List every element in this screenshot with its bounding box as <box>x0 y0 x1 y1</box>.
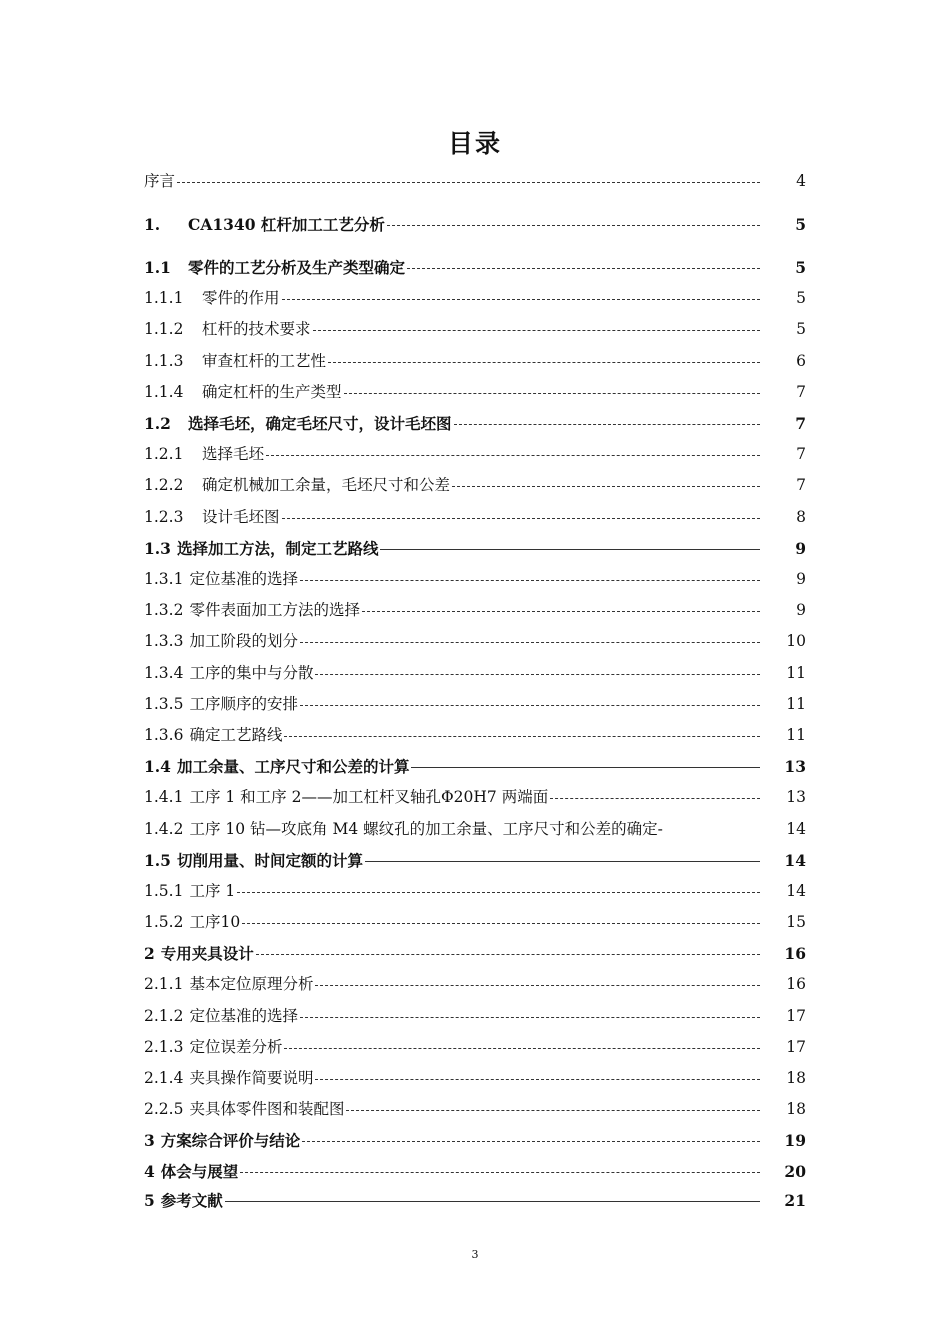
toc-leader-line <box>298 564 762 595</box>
toc-entry[interactable] <box>144 876 806 907</box>
toc-entry-label: CA1340 杠杆加工工艺分析 <box>188 215 385 234</box>
toc-entry-page: 11 <box>786 695 806 713</box>
toc-entry-number: 2 <box>144 944 155 963</box>
toc-entry[interactable] <box>144 845 806 876</box>
toc-entry[interactable] <box>144 1094 806 1125</box>
toc-entry-number: 2.1.2 <box>144 1007 184 1025</box>
toc-entry-label: 零件的工艺分析及生产类型确定 <box>188 258 406 277</box>
toc-entry[interactable] <box>144 564 806 595</box>
toc-entry-number: 1.5.1 <box>144 882 184 900</box>
page-number-footer: 3 <box>471 1248 479 1261</box>
toc-entry[interactable] <box>144 720 806 751</box>
toc-entry-page: 16 <box>786 975 806 993</box>
toc-leader-line <box>405 252 762 283</box>
toc-leader-line <box>313 1063 762 1094</box>
toc-entry-label: 工序顺序的安排 <box>189 695 298 713</box>
toc-entry[interactable] <box>144 658 806 689</box>
toc-entry[interactable] <box>144 252 806 283</box>
toc-entry-page: 6 <box>796 352 806 370</box>
toc-entry-label: 审查杠杆的工艺性 <box>202 352 327 370</box>
page-title: 目录 <box>447 129 502 158</box>
toc-entry-number: 1.2.3 <box>144 508 184 526</box>
toc-leader-line <box>313 658 762 689</box>
toc-entry[interactable] <box>144 314 806 345</box>
toc-entry-label: 零件表面加工方法的选择 <box>189 601 360 619</box>
toc-entry-page: 17 <box>786 1007 806 1025</box>
toc-entry-number: 1.3.6 <box>144 726 184 744</box>
toc-entry-number: 2.1.3 <box>144 1038 184 1056</box>
toc-entry[interactable] <box>144 782 806 813</box>
toc-entry-number: 3 <box>144 1131 155 1150</box>
toc-entry-number: 1.5.2 <box>144 913 184 931</box>
toc-entry[interactable] <box>144 166 806 197</box>
toc-entry[interactable] <box>144 1063 806 1094</box>
toc-leader-line <box>378 533 762 564</box>
toc-entry-page: 14 <box>786 882 806 900</box>
toc-leader-line <box>264 439 762 470</box>
toc-leader-line <box>452 408 762 439</box>
toc-leader-line <box>282 1032 762 1063</box>
toc-entry[interactable] <box>144 533 806 564</box>
toc-entry[interactable] <box>144 346 806 377</box>
toc-leader-line <box>409 751 762 782</box>
toc-entry-number: 1.1.1 <box>144 289 184 307</box>
toc-leader-line <box>363 845 762 876</box>
toc-entry[interactable] <box>144 408 806 439</box>
toc-entry-page: 15 <box>786 913 806 931</box>
toc-entry[interactable] <box>144 1001 806 1032</box>
toc-entry-label: 方案综合评价与结论 <box>160 1131 301 1150</box>
toc-entry-number: 1.5 <box>144 851 171 870</box>
toc-entry-number: 1.3.4 <box>144 664 184 682</box>
toc-entry-page: 13 <box>786 788 806 806</box>
toc-leader-line <box>280 502 762 533</box>
toc-entry-label: 确定杠杆的生产类型 <box>202 383 342 401</box>
toc-entry-page: 9 <box>796 601 806 619</box>
toc-entry[interactable] <box>144 814 806 845</box>
toc-entry-number: 4 <box>144 1162 155 1181</box>
toc-entry[interactable] <box>144 209 806 240</box>
toc-entry-number: 1.3.5 <box>144 695 184 713</box>
toc-entry-number: 1.1.3 <box>144 352 184 370</box>
toc-entry-number: 1. <box>144 215 161 234</box>
toc-entry[interactable] <box>144 502 806 533</box>
toc-leader-line <box>298 1001 762 1032</box>
toc-entry-page: 20 <box>784 1162 806 1181</box>
toc-entry-label: 杠杆的技术要求 <box>202 320 311 338</box>
toc-entry[interactable] <box>144 1185 806 1216</box>
toc-entry-label: 确定机械加工余量，毛坯尺寸和公差 <box>202 476 451 494</box>
toc-entry-number: 1.3.2 <box>144 601 184 619</box>
toc-entry-label: 序言 <box>144 172 176 190</box>
toc-entry-page: 18 <box>786 1100 806 1118</box>
toc-entry-label: 零件的作用 <box>202 289 280 307</box>
toc-entry[interactable] <box>144 1156 806 1187</box>
toc-entry-page: 11 <box>786 664 806 682</box>
toc-entry-number: 2.2.5 <box>144 1100 184 1118</box>
toc-leader-line <box>360 595 762 626</box>
toc-entry-page: 18 <box>786 1069 806 1087</box>
toc-entry-number: 5 <box>144 1191 155 1210</box>
toc-entry[interactable] <box>144 1125 806 1156</box>
toc-leader-line <box>342 377 762 408</box>
toc-entry-number: 1.3.3 <box>144 632 184 650</box>
toc-entry-page: 7 <box>796 476 806 494</box>
toc-entry-page: 5 <box>796 289 806 307</box>
toc-entry[interactable] <box>144 439 806 470</box>
toc-entry-number: 1.1 <box>144 258 171 277</box>
toc-entry-label: 工序的集中与分散 <box>189 664 314 682</box>
toc-leader-line <box>663 814 762 845</box>
toc-entry-page: 9 <box>796 570 806 588</box>
toc-leader-line <box>280 283 762 314</box>
toc-entry-number: 1.2 <box>144 414 171 433</box>
toc-entry-label: 定位误差分析 <box>189 1038 283 1056</box>
toc-entry-number: 1.2.1 <box>144 445 184 463</box>
toc-entry-number: 1.4.1 <box>144 788 184 806</box>
toc-entry-label: 设计毛坯图 <box>202 508 280 526</box>
toc-entry-page: 11 <box>786 726 806 744</box>
toc-leader-line <box>311 314 762 345</box>
toc-entry-page: 14 <box>786 820 806 838</box>
toc-entry-label: 工序 10 钻—攻底角 M4 螺纹孔的加工余量、工序尺寸和公差的确定- <box>189 820 663 838</box>
toc-leader-line <box>548 782 762 813</box>
toc-entry-page: 5 <box>795 215 806 234</box>
toc-leader-line <box>240 907 762 938</box>
toc-leader-line <box>238 1156 762 1187</box>
toc-entry-label: 定位基准的选择 <box>189 1007 298 1025</box>
toc-entry[interactable] <box>144 969 806 1000</box>
toc-entry-page: 13 <box>784 757 806 776</box>
toc-entry-page: 10 <box>786 632 806 650</box>
toc-leader-line <box>298 626 762 657</box>
toc-leader-line <box>298 689 762 720</box>
toc-entry-page: 4 <box>796 172 806 190</box>
toc-entry-number: 2.1.1 <box>144 975 184 993</box>
toc-leader-line <box>175 166 762 197</box>
toc-entry-number: 1.4.2 <box>144 820 184 838</box>
toc-entry-label: 专用夹具设计 <box>160 944 254 963</box>
toc-leader-line <box>450 470 762 501</box>
toc-entry-page: 9 <box>795 539 806 558</box>
toc-entry-label: 夹具操作简要说明 <box>189 1069 314 1087</box>
toc-entry-label: 切削用量、时间定额的计算 <box>176 851 363 870</box>
toc-entry[interactable] <box>144 938 806 969</box>
toc-entry-label: 工序10 <box>189 913 241 931</box>
toc-entry-number: 1.1.4 <box>144 383 184 401</box>
toc-leader-line <box>254 938 762 969</box>
toc-entry-page: 7 <box>796 445 806 463</box>
toc-leader-line <box>326 346 762 377</box>
toc-entry-page: 19 <box>784 1131 806 1150</box>
toc-entry-label: 参考文献 <box>160 1191 223 1210</box>
toc-entry[interactable] <box>144 1032 806 1063</box>
toc-entry-page: 14 <box>784 851 806 870</box>
toc-entry[interactable] <box>144 283 806 314</box>
toc-leader-line <box>344 1094 762 1125</box>
toc-entry-number: 1.2.2 <box>144 476 184 494</box>
toc-entry[interactable] <box>144 470 806 501</box>
toc-entry-page: 5 <box>795 258 806 277</box>
toc-entry-label: 加工阶段的划分 <box>189 632 298 650</box>
toc-entry-number: 1.4 <box>144 757 171 776</box>
toc-entry-page: 5 <box>796 320 806 338</box>
toc-entry-label: 工序 1 <box>189 882 236 900</box>
toc-entry-number: 1.3.1 <box>144 570 184 588</box>
toc-leader-line <box>313 969 762 1000</box>
toc-entry-page: 8 <box>796 508 806 526</box>
toc-entry[interactable] <box>144 751 806 782</box>
toc-entry[interactable] <box>144 689 806 720</box>
toc-entry[interactable] <box>144 377 806 408</box>
toc-entry[interactable] <box>144 626 806 657</box>
toc-entry-number: 2.1.4 <box>144 1069 184 1087</box>
toc-entry-page: 17 <box>786 1038 806 1056</box>
toc-entry-number: 1.3 <box>144 539 171 558</box>
toc-entry-page: 7 <box>796 383 806 401</box>
toc-entry-label: 基本定位原理分析 <box>189 975 314 993</box>
toc-leader-line <box>300 1125 762 1156</box>
toc-entry-number: 1.1.2 <box>144 320 184 338</box>
toc-leader-line <box>223 1185 762 1216</box>
toc-entry-page: 16 <box>784 944 806 963</box>
toc-entry-label: 体会与展望 <box>160 1162 239 1181</box>
toc-entry-label: 定位基准的选择 <box>189 570 298 588</box>
toc-entry-label: 工序 1 和工序 2——加工杠杆叉轴孔Φ20H7 两端面 <box>189 788 549 806</box>
toc-leader-line <box>282 720 762 751</box>
toc-entry-label: 选择毛坯，确定毛坯尺寸，设计毛坯图 <box>188 414 452 433</box>
toc-entry-label: 确定工艺路线 <box>189 726 283 744</box>
toc-entry-label: 加工余量、工序尺寸和公差的计算 <box>176 757 410 776</box>
toc-entry-label: 选择毛坯 <box>202 445 265 463</box>
toc-entry-label: 选择加工方法，制定工艺路线 <box>176 539 379 558</box>
toc-entry-label: 夹具体零件图和装配图 <box>189 1100 345 1118</box>
toc-entry[interactable] <box>144 595 806 626</box>
toc-entry[interactable] <box>144 907 806 938</box>
toc-entry-page: 21 <box>784 1191 806 1210</box>
toc-leader-line <box>235 876 762 907</box>
toc-entry-page: 7 <box>795 414 806 433</box>
toc-leader-line <box>385 209 762 240</box>
